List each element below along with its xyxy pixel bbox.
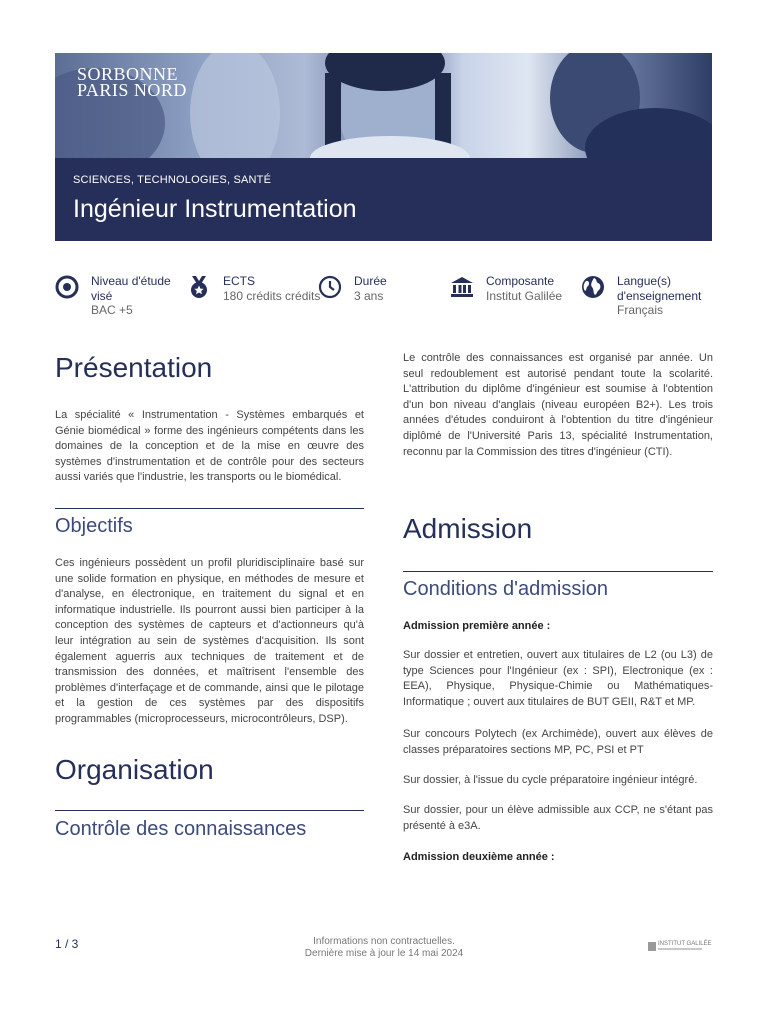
fact-label: Langue(s) d'enseignement [617, 274, 702, 303]
controle-text: Le contrôle des connaissances est organisé par année. Un seul redoublement est autorisé pendant toute la scolarité. L'attribution du diplôme d'ingénieur est soumise à l'obtention d'un bon niveau d'anglais (niveau européen B2+). Les trois années d'études conduiront à l'obtention du titre d'ingénieur diplômé de l'Université Paris 13, spécialité Instrumentation, reconnu par la Commission des titres d'ingénieur (CTI). [403, 352, 713, 458]
institution-icon [450, 275, 474, 299]
domain-kicker: SCIENCES, TECHNOLOGIES, SANTÉ [73, 174, 272, 186]
fact-value: Français [617, 303, 664, 317]
header [55, 53, 712, 241]
fact-label: Niveau d'étude visé [91, 274, 171, 303]
logo-line-1: SORBONNE [77, 64, 179, 84]
fact-value: 180 crédits crédits [223, 288, 321, 303]
fact-value: 3 ans [354, 288, 384, 303]
page-number: 1 / 3 [55, 937, 79, 951]
logo-subline [658, 948, 702, 950]
header-photo [55, 53, 712, 158]
logo-mark [648, 942, 656, 951]
conditions-heading: Conditions d'admission [403, 578, 609, 600]
second-year-label: Admission deuxième année : [403, 851, 555, 863]
organisation-heading: Organisation [55, 754, 214, 785]
admission-heading: Admission [403, 513, 533, 544]
medal-icon [187, 275, 211, 299]
footer-note [284, 936, 484, 960]
section-divider [55, 810, 364, 811]
section-divider [403, 571, 713, 572]
objectifs-text: Ces ingénieurs possèdent un profil pluridisciplinaire basé sur une solide formation en physique, en méthodes de mesure et d'analyse, en électronique, en traitement du signal et en informatique industrielle. Ils pourront aussi bien participer à la conception des systèmes de capteurs et d'actionneurs qu'à leur intégration au sein de systèmes d'acquisition. Ils sont également aguerris aux techniques de traitement et de transmission des données, et maîtrisent l'ensemble des problèmes d'interfaçage et de commande, ainsi que le pilotage et la gestion de ces systèmes par des dispositifs programmables (microprocesseurs, microcontrôleurs, DSP). [55, 557, 364, 725]
presentation-text: La spécialité « Instrumentation - Systèmes embarqués et Génie biomédical » forme des ingénieurs compétents dans les domaines de la conception et de la mise en œuvre des systèmes d'instrumentation et de contrôle pour des secteurs aussi variés que l'industrie, les transports ou le biomédical. [55, 409, 364, 484]
globe-icon [581, 275, 605, 299]
logo-text: INSTITUT GALILÉE [658, 941, 712, 947]
page-title: Ingénieur Instrumentation [73, 195, 357, 223]
logo-line-2: PARIS NORD [77, 80, 187, 100]
university-logo [77, 66, 187, 98]
fact-value: BAC +5 [91, 303, 133, 317]
fact-label: Durée [354, 274, 387, 288]
title-banner [55, 158, 712, 241]
admission-paragraph: Sur dossier et entretien, ouvert aux titulaires de L2 (ou L3) de type Sciences pour l'Ingénieur (ex : SPI), Electronique (ex : EEA), Physique, Physique-Chimie ou Mathématiques-Informatique ; ouvert aux titulaires de BUT GEII, R&T et MP. [403, 649, 713, 708]
footer-note-line: Informations non contractuelles. [313, 936, 455, 947]
target-icon [55, 275, 79, 299]
fact-label: ECTS [223, 274, 256, 288]
fact-value: Institut Galilée [486, 288, 563, 303]
key-facts [55, 274, 715, 322]
institut-galilee-logo [648, 941, 712, 953]
objectifs-heading: Objectifs [55, 515, 133, 537]
admission-paragraph: Sur concours Polytech (ex Archimède), ouvert aux élèves de classes préparatoires sections MP, PC, PSI et PT [403, 728, 713, 756]
clock-icon [318, 275, 342, 299]
admission-paragraph: Sur dossier, pour un élève admissible aux CCP, ne s'étant pas présenté à e3A. [403, 804, 713, 832]
fact-label: Composante [486, 274, 555, 288]
presentation-heading: Présentation [55, 352, 213, 383]
controle-heading: Contrôle des connaissances [55, 818, 307, 840]
admission-paragraph: Sur dossier, à l'issue du cycle préparatoire ingénieur intégré. [403, 774, 698, 786]
footer-note-line: Dernière mise à jour le 14 mai 2024 [304, 948, 464, 959]
first-year-label: Admission première année : [403, 620, 551, 632]
section-divider [55, 508, 364, 509]
